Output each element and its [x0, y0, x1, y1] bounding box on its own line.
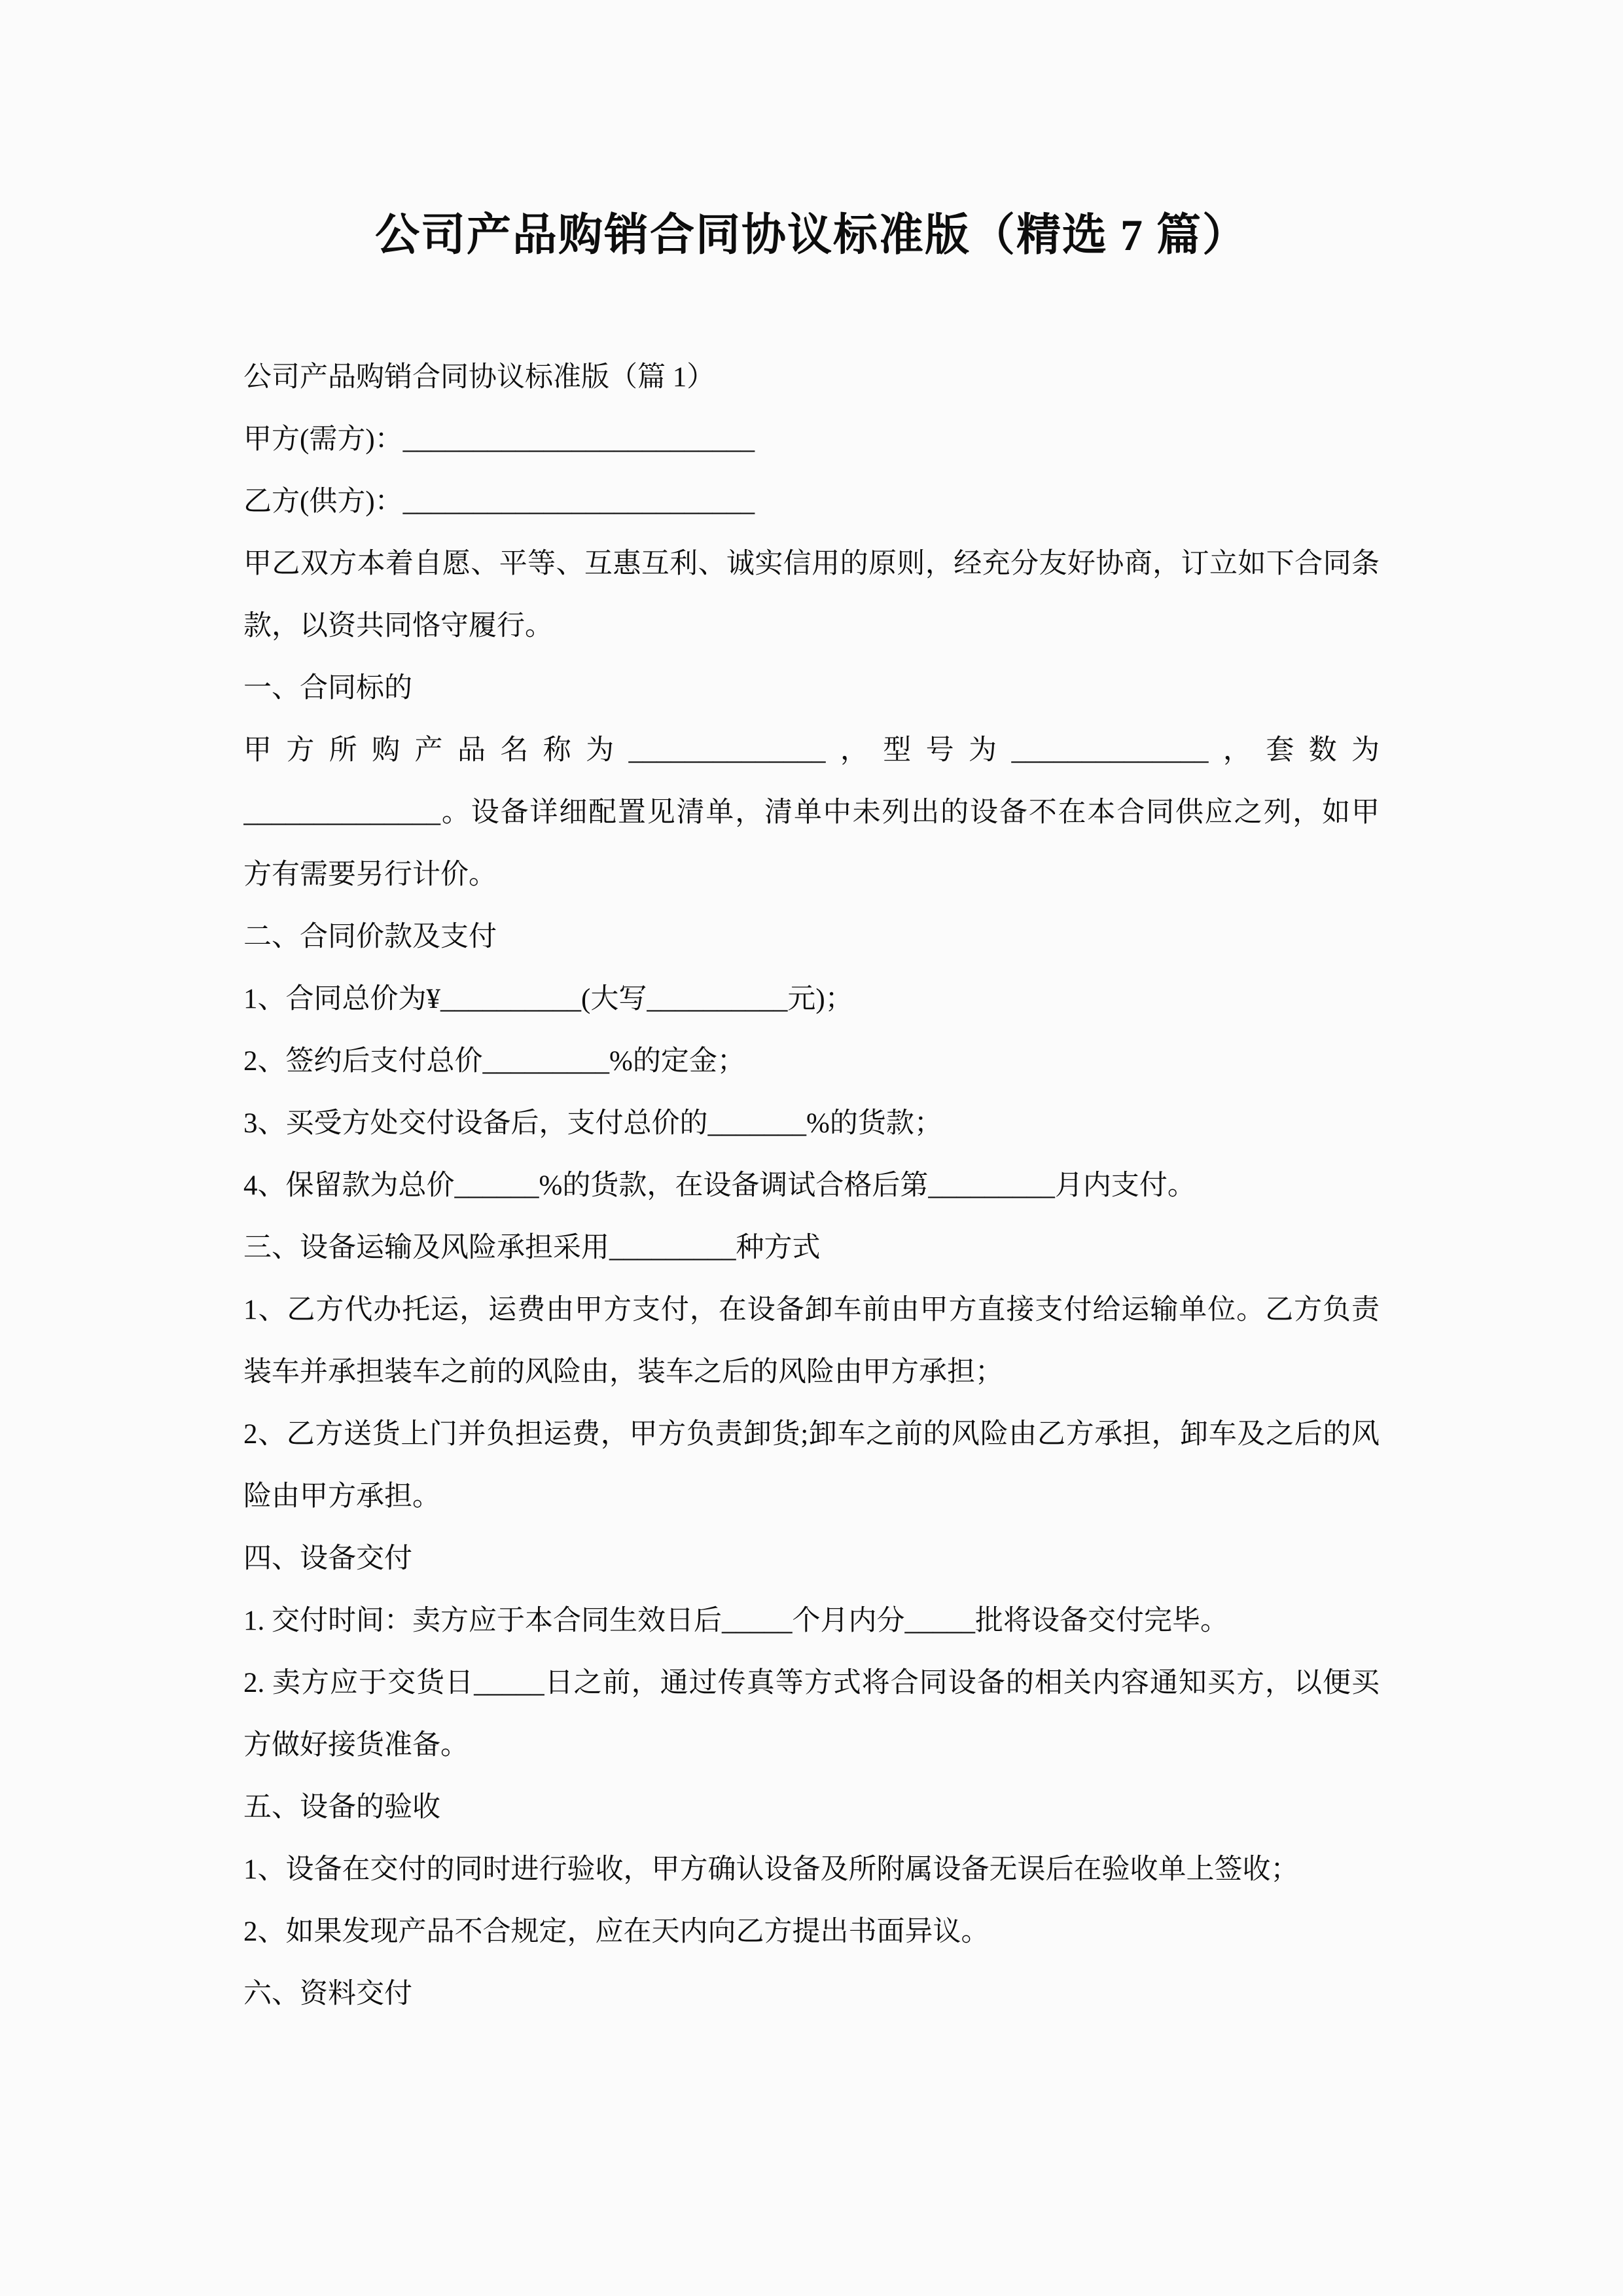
line-payment-on-delivery: 3、买受方处交付设备后，支付总价的_______%的货款； — [243, 1108, 942, 1139]
line-party-a: 甲方(需方)：_________________________ — [243, 424, 755, 455]
heading-section-6: 六、资料交付 — [243, 1979, 412, 2009]
heading-section-4: 四、设备交付 — [243, 1543, 412, 1574]
line-transport-1-2: 装车并承担装车之前的风险由，装车之后的风险由甲方承担； — [243, 1357, 1003, 1388]
line-clause-1-3: 方有需要另行计价。 — [243, 859, 497, 890]
line-preamble-2: 款，以资共同恪守履行。 — [243, 611, 553, 641]
heading-section-3: 三、设备运输及风险承担采用_________种方式 — [243, 1232, 821, 1263]
line-retention-payment: 4、保留款为总价______%的货款，在设备调试合格后第_________月内支付。 — [243, 1170, 1196, 1201]
line-acceptance-2: 2、如果发现产品不合规定，应在天内向乙方提出书面异议。 — [243, 1916, 990, 1947]
line-transport-2-1: 2、乙方送货上门并负担运费，甲方负责卸货;卸车之前的风险由乙方承担，卸车及之后的风 — [243, 1419, 1380, 1450]
heading-section-2: 二、合同价款及支付 — [243, 922, 497, 952]
line-delivery-notice-2: 方做好接货准备。 — [243, 1730, 469, 1761]
heading-section-5: 五、设备的验收 — [243, 1792, 440, 1823]
line-price-total: 1、合同总价为¥__________(大写__________元)； — [243, 984, 853, 1014]
line-party-b: 乙方(供方)：_________________________ — [243, 486, 755, 517]
line-clause-1-2: ______________。设备详细配置见清单，清单中未列出的设备不在本合同供应之列，如甲 — [243, 797, 1380, 828]
document-body — [243, 346, 1380, 2025]
line-delivery-time: 1. 交付时间：卖方应于本合同生效日后_____个月内分_____批将设备交付完毕。 — [243, 1605, 1228, 1636]
line-transport-1-1: 1、乙方代办托运，运费由甲方支付，在设备卸车前由甲方直接支付给运输单位。乙方负责 — [243, 1295, 1380, 1325]
line-deposit: 2、签约后支付总价_________%的定金； — [243, 1046, 745, 1077]
subtitle-article-1: 公司产品购销合同协议标准版（篇 1） — [243, 362, 715, 393]
line-acceptance-1: 1、设备在交付的同时进行验收，甲方确认设备及所附属设备无误后在验收单上签收； — [243, 1854, 1299, 1885]
line-preamble-1: 甲乙双方本着自愿、平等、互惠互利、诚实信用的原则，经充分友好协商，订立如下合同条 — [243, 548, 1380, 579]
line-delivery-notice-1: 2. 卖方应于交货日_____日之前，通过传真等方式将合同设备的相关内容通知买方，以便买 — [243, 1668, 1380, 1698]
line-transport-2-2: 险由甲方承担。 — [243, 1481, 440, 1512]
document-title: 公司产品购销合同协议标准版（精选 7 篇） — [374, 210, 1248, 260]
heading-section-1: 一、合同标的 — [243, 673, 412, 704]
line-clause-1-1: 甲方所购产品名称为______________，型号为______________，套数为 — [243, 735, 1380, 766]
